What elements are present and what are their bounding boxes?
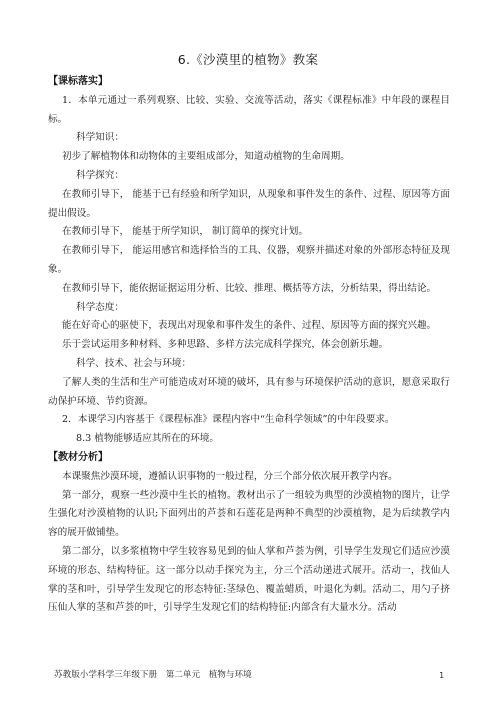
paragraph: 初步了解植物体和动物体的主要组成部分，知道动植物的生命周期。 <box>62 151 350 163</box>
paragraph: 在教师引导下， 能运用感官和选择恰当的工具、仪器，观察并描述对象的外部形态特征及现象。 <box>48 245 450 275</box>
page-number: 1 <box>439 671 444 680</box>
paragraph: 在教师引导下，能依据证据运用分析、比较、推理、概括等方法，分析结果，得出结论。 <box>62 282 437 294</box>
paragraph: 科学态度： <box>76 301 124 313</box>
section-heading-curriculum: 【课标落实】 <box>48 76 108 87</box>
paragraph: 能在好奇心的驱使下，表现出对现象和事件发生的条件、过程、原因等方面的探究兴趣。 <box>62 320 437 332</box>
page-footer: 苏教版小学科学三年级下册 第二单元 植物与环境 <box>54 670 252 680</box>
paragraph: 乐于尝试运用多种材料、多种思路、多样方法完成科学探究，体会创新乐趣。 <box>62 339 389 351</box>
document-title: 6.《沙漠里的植物》教案 <box>177 52 319 67</box>
paragraph: 第二部分，以多浆植物中学生较容易见到的仙人掌和芦荟为例，引导学生发现它们适应沙漠环境的形态、结构特征。这一部分以动手探究为主，分三个活动递进式展开。活动一，找仙人掌的茎和叶，引导学生发现它的形态特征:茎绿色、覆盖蜡质，叶退化为刺。活动二，用勺子挤压仙人掌的茎和芦荟的叶，引导学生发现它们的结构特征:内部含有大量水分。活动 <box>48 545 450 614</box>
paragraph: 了解人类的生活和生产可能造成对环境的破坏，具有参与环境保护活动的意识，愿意采取行动保护环境、节约资源。 <box>48 376 450 407</box>
paragraph: 8.3 植物能够适应其所在的环境。 <box>76 433 220 445</box>
paragraph: 在教师引导下， 能基于所学知识， 制订简单的探究计划。 <box>62 226 308 238</box>
section-heading-textbook-analysis: 【教材分析】 <box>48 451 108 463</box>
paragraph: 2．本课学习内容基于《课程标准》课程内容中“生命科学领域”的中年段要求。 <box>62 414 395 426</box>
paragraph: 在教师引导下， 能基于已有经验和所学知识，从现象和事件发生的条件、过程、原因等方面提出假设。 <box>48 188 450 219</box>
document-body <box>48 73 450 618</box>
paragraph: 科学探究： <box>76 169 124 181</box>
paragraph: 科学知识： <box>76 132 124 144</box>
paragraph: 本课聚焦沙漠环境，遵循认识事物的一般过程，分三个部分依次展开教学内容。 <box>62 470 398 482</box>
paragraph: 1．本单元通过一系列观察、比较、实验、交流等活动，落实《课程标准》中年段的课程目标。 <box>48 94 450 125</box>
paragraph: 第一部分，观察一些沙漠中生长的植物。教材出示了一组较为典型的沙漠植物的图片，让学生强化对沙漠植物的认识;下面列出的芦荟和石莲花是两种不典型的沙漠植物，是为后续教学内容的展开做铺垫。 <box>48 489 450 539</box>
paragraph: 科学、技术、社会与环境： <box>76 357 192 369</box>
